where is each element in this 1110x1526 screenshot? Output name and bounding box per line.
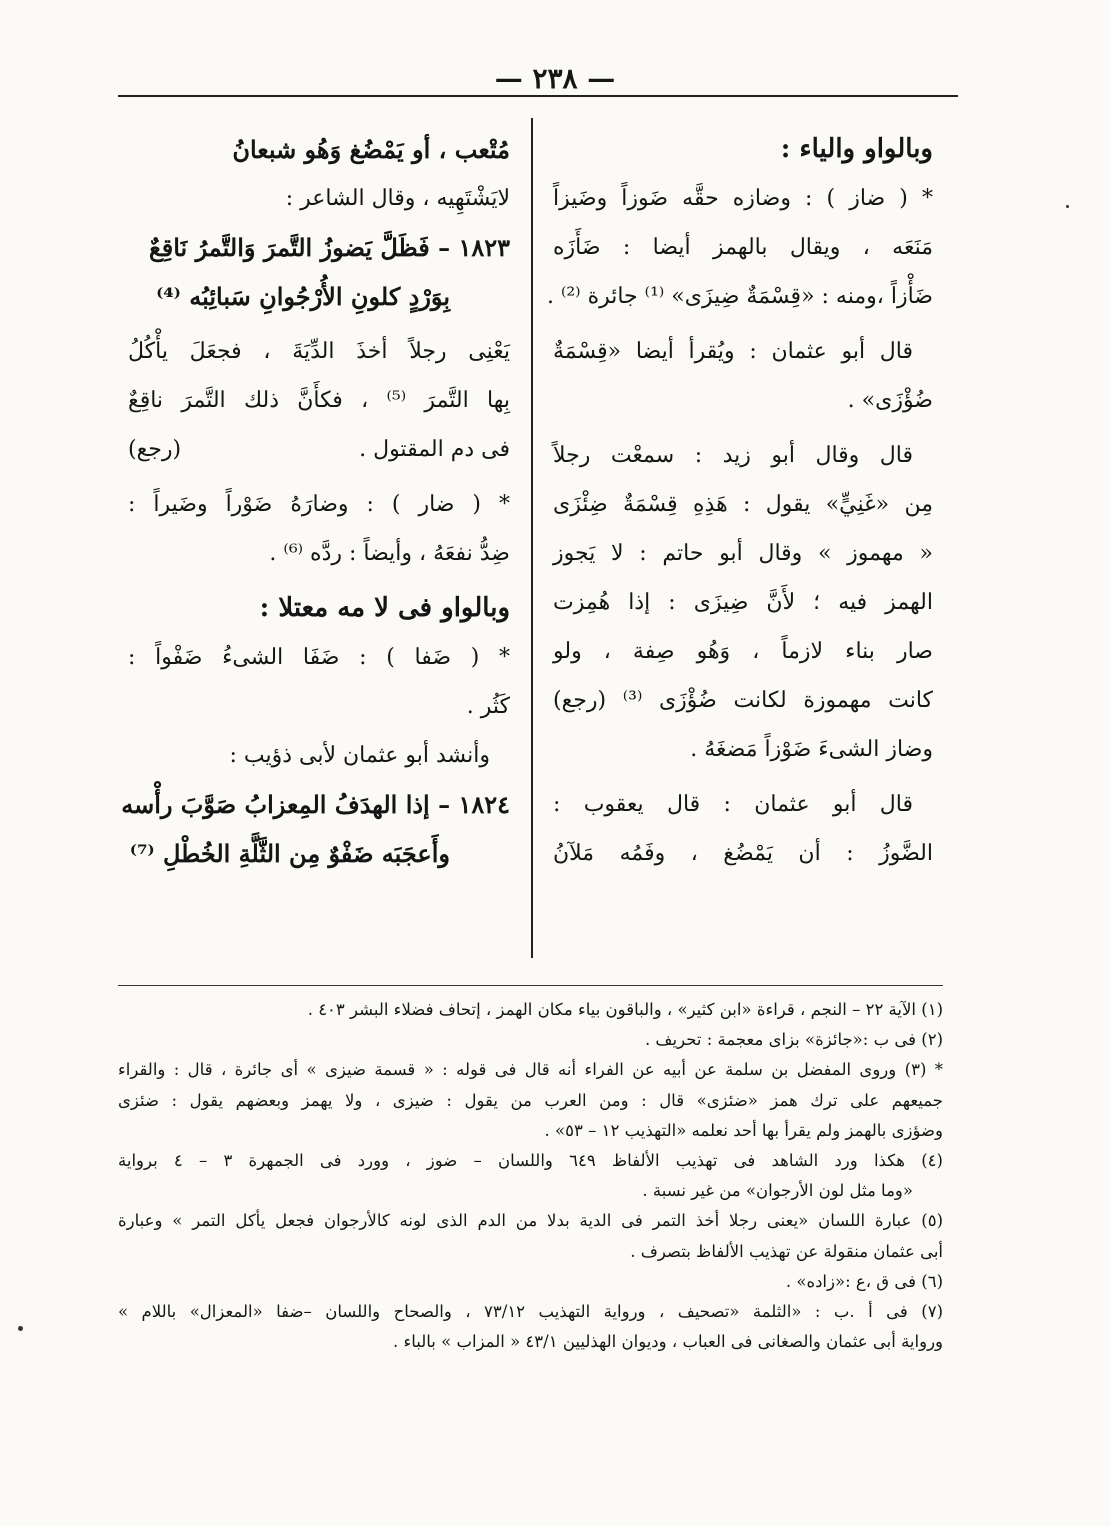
footnote: (٧) فى أ .ب : «الثلمة «تصحيف ، ورواية التهذيب ٧٣/١٢ ، والصحاح واللسان –ضفا «المعزال» باللام » xyxy=(118,1301,944,1321)
footnote: (١) الآية ٢٢ – النجم ، قراءة «ابن كثير» ، والباقون بياء مكان الهمز ، إتحاف فضلاء البشر ٤٠٣ . xyxy=(307,1000,943,1019)
verse-line: ١٨٢٤ – إذا الهدَفُ المِعزابُ صَوَّبَ رأْسه xyxy=(121,790,510,819)
text-line: وضاز الشىءَ ضَوْزاً مَضغَهُ . xyxy=(690,737,933,762)
footnote: «وما مثل لون الأرجوان» من غير نسبة . xyxy=(642,1181,913,1201)
text-line xyxy=(128,425,510,474)
text-line: كانت مهموزة لكانت ضُؤْزَى ⁽³⁾ (رجع) xyxy=(553,688,933,713)
left-column xyxy=(121,125,511,878)
text-line: مِن «غَنِيٍّ» يقول : هَذِهِ قِسْمَةٌ ضِئْزَى xyxy=(553,492,933,517)
verse-line: ١٨٢٣ – فَظَلَّ يَضوزُ التَّمرَ وَالتَّمرُ نَاقِعٌ xyxy=(148,233,510,262)
section-heading: وبالواو فى لا مه معتلا : xyxy=(259,593,510,623)
footnote: أبى عثمان منقولة عن تهذيب الألفاظ بتصرف . xyxy=(630,1241,943,1261)
column-divider xyxy=(531,118,533,958)
page-number: — ٢٣٨ — xyxy=(494,62,616,95)
section-heading: وبالواو والياء : xyxy=(780,134,933,164)
text-line: « مهموز » وقال أبو حاتم : لا يَجوز xyxy=(553,541,933,566)
header-rule xyxy=(118,95,958,97)
footnote: ورواية أبى عثمان والصغانى فى العباب ، وديوان الهذليين ٤٣/١ « المزاب » بالباء . xyxy=(392,1332,943,1352)
footnote: (٢) فى ب :«جائزة» بزاى معجمة : تحريف . xyxy=(644,1030,943,1050)
return-marker: (رجع) xyxy=(128,437,182,462)
text-line: قال أبو عثمان : قال يعقوب : xyxy=(553,792,913,817)
verse-line: وأَعجَبَه ضَفْوٌ مِن الثَّلَّةِ الخُطْلِ ⁽⁷⁾ xyxy=(129,839,450,868)
text-line: صار بناء لازماً ، وَهُو صِفة ، ولو xyxy=(553,639,933,664)
text-fragment: فى دم المقتول . xyxy=(359,437,510,462)
footnote: (٥) عبارة اللسان «يعنى رجلا أخذ التمر فى الدية بدلا من الدم الذى لونه كالأرجوان فجعل يأكل التمر » وعبارة xyxy=(118,1211,943,1231)
text-line: مُتْعب ، أو يَمْضُغ وَهُو شبعانُ xyxy=(232,135,510,164)
text-line: كَثُر . xyxy=(466,694,510,719)
text-line: بِها التَّمرَ ⁽⁵⁾ ، فكأَنَّ ذلك التَّمرَ ناقِعٌ xyxy=(128,388,511,413)
text-line: يَعْنِى رجلاً أخذَ الدِّيَةَ ، فجعَلَ يأْكُلُ xyxy=(128,339,510,364)
text-line: مَنَعَه ، ويقال بالهمز أيضا : ضَأَزَه xyxy=(553,235,933,260)
text-line: الهمز فيه ؛ لأَنَّ ضِيزَى : إذا هُمِزت xyxy=(553,590,933,615)
footnote: جميعهم على ترك همز «ضئزى» قال : ومن العرب من يقول : ضيزى ، ولا يهمز وبعضهم يقول : ضئزى xyxy=(118,1090,943,1110)
footnote: (٤) هكذا ورد الشاهد فى تهذيب الألفاظ ٦٤٩ واللسان – ضوز ، وورد فى الجمهرة ٣ – ٤ برواية xyxy=(118,1150,943,1170)
footnote: (٦) فى ق ،ع :«زاده» . xyxy=(785,1271,943,1291)
text-line: * ( ضار ) : وضارَهُ ضَوْراً وضَيراً : xyxy=(128,492,510,517)
text-line: * ( ضاز ) : وضازه حقَّه ضَوزاً وضَيزاً xyxy=(553,186,933,211)
text-line: * ( ضَفا ) : ضَفَا الشىءُ ضَفْواً : xyxy=(128,645,510,670)
footnotes xyxy=(118,995,943,1357)
text-line: ضُؤْزَى» . xyxy=(847,388,933,413)
text-line: قال أبو عثمان : ويُقرأ أيضا «قِسْمَةٌ xyxy=(553,339,913,364)
verse-line: بِوَرْدٍ كلونِ الأُرْجُوانِ سَبائِبُه ⁽⁴⁾ xyxy=(156,282,450,311)
right-column xyxy=(546,125,933,878)
scan-speck xyxy=(18,1326,23,1331)
text-line: قال وقال أبو زيد : سمعْت رجلاً xyxy=(553,443,913,468)
text-line: ضِدُّ نفعَهُ ، وأيضاً : ردَّه ⁽⁶⁾ . xyxy=(269,541,510,566)
text-line: الضَّوزُ : أن يَمْضُغ ، وفَمُه مَلآنُ xyxy=(553,841,933,866)
text-line: ضَأْزاً ،ومنه : «قِسْمَةٌ ضِيزَى» ⁽¹⁾ جائرة ⁽²⁾ . xyxy=(546,284,933,309)
scan-speck xyxy=(1066,205,1069,208)
text-line: لايَشْتَهِيه ، وقال الشاعر : xyxy=(285,186,510,211)
text-line: وأنشد أبو عثمان لأبى ذؤيب : xyxy=(229,743,490,768)
footnote-rule xyxy=(118,985,943,986)
footnote: * (٣) وروى المفضل بن سلمة عن أبيه عن الفراء أنه قال فى قوله : « قسمة ضيزى » أى جائرة ، قال : والقراء xyxy=(118,1060,943,1080)
footnote: وضؤزى بالهمز ولم يقرأ بها أحد نعلمه «التهذيب ١٢ – ٥٣» . xyxy=(544,1120,943,1140)
